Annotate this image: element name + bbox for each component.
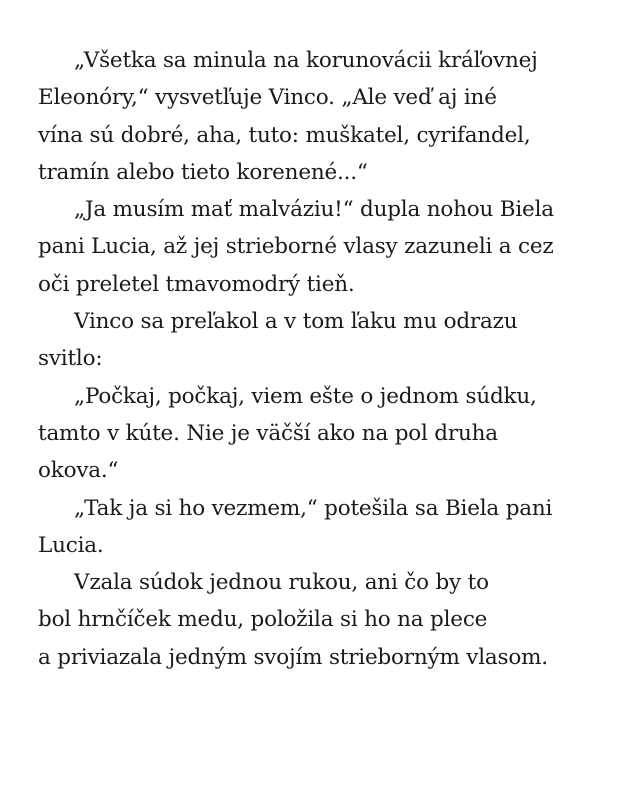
text-line: oči preletel tmavomodrý tieň.: [38, 271, 355, 297]
paragraph: [38, 564, 596, 676]
text-line: Lucia.: [38, 532, 104, 558]
text-line: Vzala súdok jednou rukou, ani čo by to: [74, 570, 489, 596]
text-line: „Počkaj, počkaj, viem ešte o jednom súdku,: [74, 383, 537, 409]
text-line: „Všetka sa minula na korunovácii kráľovnej: [74, 48, 538, 73]
text-line: svitlo:: [38, 346, 103, 372]
paragraph: [38, 42, 596, 191]
text-line: Eleonóry,“ vysvetľuje Vinco. „Ale veď aj iné: [38, 85, 497, 111]
text-line: „Tak ja si ho vezmem,“ potešila sa Biela pani: [74, 495, 553, 521]
text-line: Vinco sa preľakol a v tom ľaku mu odrazu: [74, 309, 518, 335]
text-line: vína sú dobré, aha, tuto: muškatel, cyrifandel,: [38, 122, 531, 148]
text-line: a priviazala jedným svojím strieborným vlasom.: [38, 644, 548, 670]
paragraph: [38, 191, 596, 303]
text-line: tramín alebo tieto korenené...“: [38, 159, 368, 185]
text-line: tamto v kúte. Nie je väčší ako na pol druha: [38, 420, 498, 446]
text-line: okova.“: [38, 458, 119, 484]
paragraph: [38, 490, 596, 565]
text-line: bol hrnčíček medu, položila si ho na plece: [38, 607, 488, 633]
text-line: pani Lucia, až jej strieborné vlasy zazuneli a cez: [38, 234, 554, 260]
paragraph: [38, 303, 596, 378]
paragraph: [38, 378, 596, 490]
book-page: [38, 42, 596, 676]
text-line: „Ja musím mať malváziu!“ dupla nohou Biela: [74, 197, 554, 223]
